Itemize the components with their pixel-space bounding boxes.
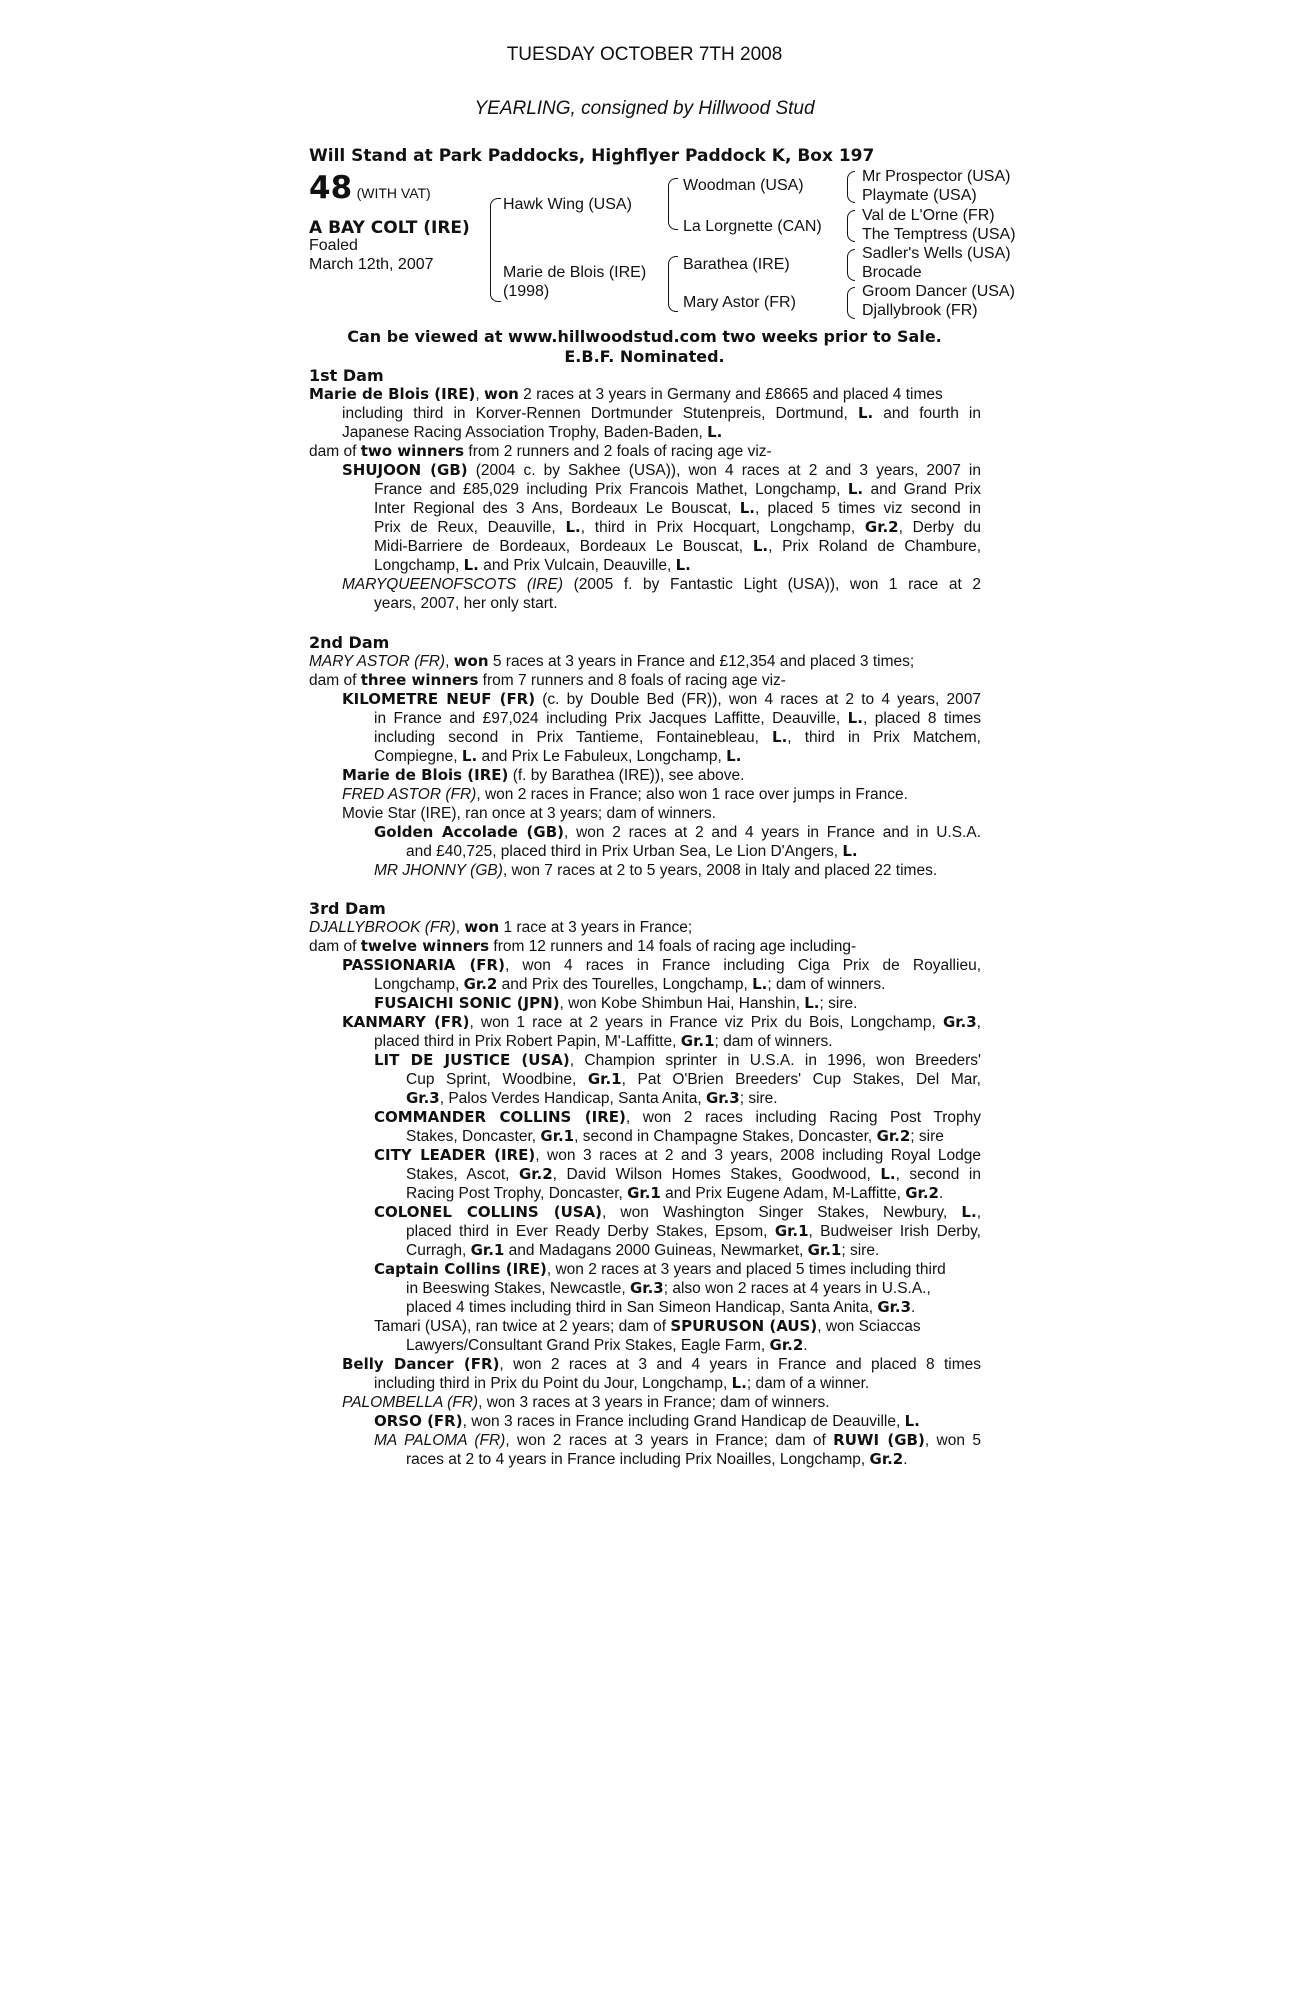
produce-entry: KILOMETRE NEUF (FR) (c. by Double Bed (FR)), won 4 races at 2 to 4 years, 2007 <box>342 690 981 708</box>
produce-entry: Tamari (USA), ran twice at 2 years; dam of SPURUSON (AUS), won Sciaccas <box>374 1317 921 1335</box>
gg-sadlers-wells: Sadler's Wells (USA) <box>862 245 1011 262</box>
foaled-label: Foaled <box>309 237 358 254</box>
produce-entry: Longchamp, Gr.2 and Prix des Tourelles, Longchamp, L.; dam of winners. <box>374 975 886 993</box>
vat-note: (WITH VAT) <box>356 185 431 201</box>
lot-block <box>309 170 431 206</box>
gg-brocade: Brocade <box>862 264 922 281</box>
produce-entry: in Beeswing Stakes, Newcastle, Gr.3; also won 2 races at 4 years in U.S.A., <box>406 1279 931 1297</box>
produce-entry: Movie Star (IRE), ran once at 3 years; dam of winners. <box>342 805 716 822</box>
gg-mr-prospector: Mr Prospector (USA) <box>862 168 1011 185</box>
produce-entry: Midi-Barriere de Bordeaux, Bordeaux Le Bouscat, L., Prix Roland de Chambure, <box>374 537 981 555</box>
brace-g78 <box>847 287 855 319</box>
gg-val-de-lorne: Val de L'Orne (FR) <box>862 207 995 224</box>
first-dam-heading: 1st Dam <box>309 366 384 385</box>
dam-year: (1998) <box>503 283 550 300</box>
sire: Hawk Wing (USA) <box>503 196 632 213</box>
produce-entry: Cup Sprint, Woodbine, Gr.1, Pat O'Brien Breeders' Cup Stakes, Del Mar, <box>406 1070 981 1088</box>
dam2-line: MARY ASTOR (FR), won 5 races at 3 years in France and £12,354 and placed 3 times; <box>309 652 915 670</box>
stand-location: Will Stand at Park Paddocks, Highflyer Paddock K, Box 197 <box>309 146 875 166</box>
produce-entry: races at 2 to 4 years in France including Prix Noailles, Longchamp, Gr.2. <box>406 1450 908 1468</box>
produce-entry: Golden Accolade (GB), won 2 races at 2 and 4 years in France and in U.S.A. <box>374 823 981 841</box>
produce-entry: including third in Prix du Point du Jour, Longchamp, L.; dam of a winner. <box>374 1374 870 1392</box>
produce-entry: Curragh, Gr.1 and Madagans 2000 Guineas, Newmarket, Gr.1; sire. <box>406 1241 880 1259</box>
produce-entry: Inter Regional des 3 Ans, Bordeaux Le Bouscat, L., placed 5 times viz second in <box>374 499 981 517</box>
dam-dam: Mary Astor (FR) <box>683 294 796 311</box>
produce-entry: Marie de Blois (IRE) (f. by Barathea (IRE)), see above. <box>342 766 745 784</box>
brace-g34 <box>847 210 855 242</box>
dam: Marie de Blois (IRE) <box>503 264 647 281</box>
gg-the-temptress: The Temptress (USA) <box>862 226 1016 243</box>
produce-entry: Prix de Reux, Deauville, L., third in Prix Hocquart, Longchamp, Gr.2, Derby du <box>374 518 981 536</box>
produce-entry: MR JHONNY (GB), won 7 races at 2 to 5 years, 2008 in Italy and placed 22 times. <box>374 862 938 879</box>
produce-entry: FRED ASTOR (FR), won 2 races in France; also won 1 race over jumps in France. <box>342 786 908 803</box>
produce-entry: Lawyers/Consultant Grand Prix Stakes, Eagle Farm, Gr.2. <box>406 1336 808 1354</box>
dam1-line: including third in Korver-Rennen Dortmunder Stutenpreis, Dortmund, L. and fourth in <box>342 404 981 422</box>
produce-entry: CITY LEADER (IRE), won 3 races at 2 and 3 years, 2008 including Royal Lodge <box>374 1146 981 1164</box>
dam1-line: dam of two winners from 2 runners and 2 foals of racing age viz- <box>309 442 772 460</box>
dam2-line: dam of three winners from 7 runners and 8 foals of racing age viz- <box>309 671 786 689</box>
produce-entry: KANMARY (FR), won 1 race at 2 years in France viz Prix du Bois, Longchamp, Gr.3, <box>342 1013 981 1031</box>
produce-entry: Compiegne, L. and Prix Le Fabuleux, Longchamp, L. <box>374 747 742 765</box>
produce-entry: MARYQUEENOFSCOTS (IRE) (2005 f. by Fantastic Light (USA)), won 1 race at 2 <box>342 576 981 593</box>
produce-entry: COLONEL COLLINS (USA), won Washington Singer Stakes, Newbury, L., <box>374 1203 981 1221</box>
produce-entry: LIT DE JUSTICE (USA), Champion sprinter in U.S.A. in 1996, won Breeders' <box>374 1051 982 1069</box>
produce-entry: placed third in Prix Robert Papin, M'-Laffitte, Gr.1; dam of winners. <box>374 1032 833 1050</box>
produce-entry: years, 2007, her only start. <box>374 595 558 612</box>
produce-entry: FUSAICHI SONIC (JPN), won Kobe Shimbun Hai, Hanshin, L.; sire. <box>374 994 858 1012</box>
produce-entry: PALOMBELLA (FR), won 3 races at 3 years in France; dam of winners. <box>342 1394 830 1411</box>
produce-entry: MA PALOMA (FR), won 2 races at 3 years in France; dam of RUWI (GB), won 5 <box>374 1431 981 1449</box>
produce-entry: ORSO (FR), won 3 races in France including Grand Handicap de Deauville, L. <box>374 1412 920 1430</box>
lot-number: 48 <box>309 170 353 206</box>
produce-entry: placed 4 times including third in San Simeon Handicap, Santa Anita, Gr.3. <box>406 1298 916 1316</box>
produce-entry: and £40,725, placed third in Prix Urban Sea, Le Lion D'Angers, L. <box>406 842 858 860</box>
produce-entry: placed third in Ever Ready Derby Stakes, Epsom, Gr.1, Budweiser Irish Derby, <box>406 1222 981 1240</box>
foaled-date: March 12th, 2007 <box>309 256 434 273</box>
sire-dam: La Lorgnette (CAN) <box>683 218 822 235</box>
sale-date: TUESDAY OCTOBER 7TH 2008 <box>506 44 783 65</box>
produce-entry: Stakes, Ascot, Gr.2, David Wilson Homes Stakes, Goodwood, L., second in <box>406 1165 981 1183</box>
brace-dam-line <box>668 256 678 312</box>
produce-entry: Racing Post Trophy, Doncaster, Gr.1 and Prix Eugene Adam, M-Laffitte, Gr.2. <box>406 1184 944 1202</box>
produce-entry: COMMANDER COLLINS (IRE), won 2 races including Racing Post Trophy <box>374 1108 981 1126</box>
gg-djallybrook: Djallybrook (FR) <box>862 302 978 319</box>
gg-groom-dancer: Groom Dancer (USA) <box>862 283 1015 300</box>
dam3-line: DJALLYBROOK (FR), won 1 race at 3 years in France; <box>309 918 693 936</box>
produce-entry: Gr.3, Palos Verdes Handicap, Santa Anita, Gr.3; sire. <box>406 1089 778 1107</box>
lot-title: A BAY COLT (IRE) <box>309 218 470 238</box>
produce-entry: SHUJOON (GB) (2004 c. by Sakhee (USA)), won 4 races at 2 and 3 years, 2007 in <box>342 461 981 479</box>
dam1-line: Japanese Racing Association Trophy, Baden-Baden, L. <box>342 423 723 441</box>
dam3-line: dam of twelve winners from 12 runners and 14 foals of racing age including- <box>309 937 857 955</box>
produce-entry: including second in Prix Tantieme, Fontainebleau, L., third in Prix Matchem, <box>374 728 981 746</box>
produce-entry: France and £85,029 including Prix Francois Mathet, Longchamp, L. and Grand Prix <box>374 480 981 498</box>
second-dam-heading: 2nd Dam <box>309 633 390 652</box>
brace-g56 <box>847 249 855 281</box>
brace-parents <box>490 198 501 302</box>
dam1-line: Marie de Blois (IRE), won 2 races at 3 years in Germany and £8665 and placed 4 times <box>309 385 943 403</box>
sire-sire: Woodman (USA) <box>683 177 804 194</box>
produce-entry: Stakes, Doncaster, Gr.1, second in Champagne Stakes, Doncaster, Gr.2; sire <box>406 1127 944 1145</box>
produce-entry: in France and £97,024 including Prix Jacques Laffitte, Deauville, L., placed 8 times <box>374 709 981 727</box>
dam-sire: Barathea (IRE) <box>683 256 790 273</box>
produce-entry: Longchamp, L. and Prix Vulcain, Deauville, L. <box>374 556 691 574</box>
produce-entry: Captain Collins (IRE), won 2 races at 3 years and placed 5 times including third <box>374 1260 946 1278</box>
produce-entry: Belly Dancer (FR), won 2 races at 3 and 4 years in France and placed 8 times <box>342 1355 981 1373</box>
brace-g12 <box>847 171 855 203</box>
third-dam-heading: 3rd Dam <box>309 899 386 918</box>
produce-entry: PASSIONARIA (FR), won 4 races in France including Ciga Prix de Royallieu, <box>342 956 981 974</box>
consignment-line: YEARLING, consigned by Hillwood Stud <box>474 98 815 119</box>
ebf-note: E.B.F. Nominated. <box>564 347 725 366</box>
brace-sire-line <box>668 178 678 230</box>
gg-playmate: Playmate (USA) <box>862 187 977 204</box>
viewing-note: Can be viewed at www.hillwoodstud.com two weeks prior to Sale. <box>347 327 942 346</box>
